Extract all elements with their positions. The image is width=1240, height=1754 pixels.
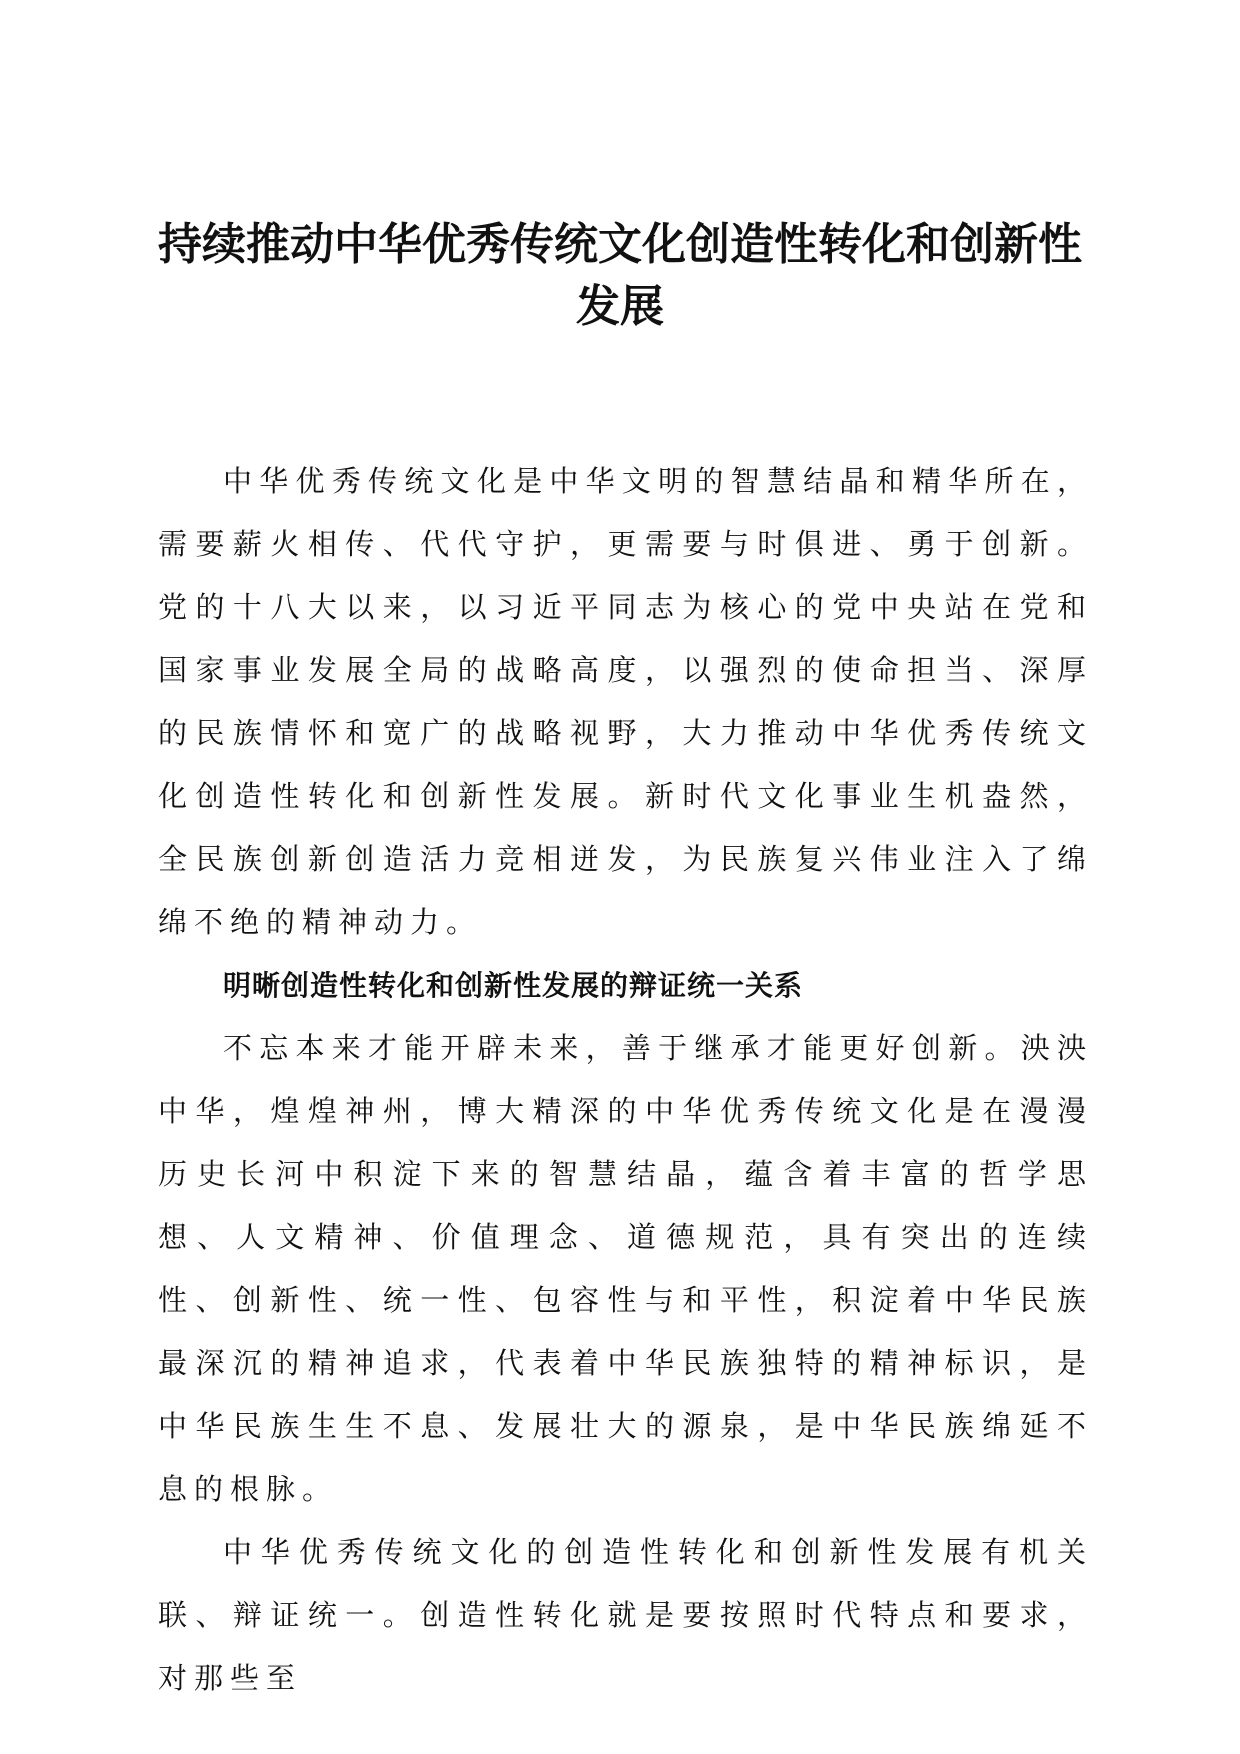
section-heading: 明晰创造性转化和创新性发展的辩证统一关系: [223, 969, 804, 1002]
paragraph-heritage: 不忘本来才能开辟未来，善于继承才能更好创新。泱泱中华，煌煌神州，博大精深的中华优秀传统文化是在漫漫历史长河中积淀下来的智慧结晶，蕴含着丰富的哲学思想、人文精神、价值理念、道德规范，具有突出的连续性、创新性、统一性、包容性与和平性，积淀着中华民族最深沉的精神追求，代表着中华民族独特的精神标识，是中华民族生生不息、发展壮大的源泉，是中华民族绵延不息的根脉。: [158, 1031, 1093, 1506]
paragraph-dialectic: 中华优秀传统文化的创造性转化和创新性发展有机关联、辩证统一。创造性转化就是要按照时代特点和要求，对那些至: [158, 1535, 1093, 1695]
document-body: [158, 450, 1093, 1710]
document-title: 持续推动中华优秀传统文化创造性转化和创新性发展: [158, 219, 1082, 332]
paragraph-intro: 中华优秀传统文化是中华文明的智慧结晶和精华所在，需要薪火相传、代代守护，更需要与时俱进、勇于创新。党的十八大以来，以习近平同志为核心的党中央站在党和国家事业发展全局的战略高度，以强烈的使命担当、深厚的民族情怀和宽广的战略视野，大力推动中华优秀传统文化创造性转化和创新性发展。新时代文化事业生机盎然，全民族创新创造活力竞相迸发，为民族复兴伟业注入了绵绵不绝的精神动力。: [158, 464, 1093, 939]
